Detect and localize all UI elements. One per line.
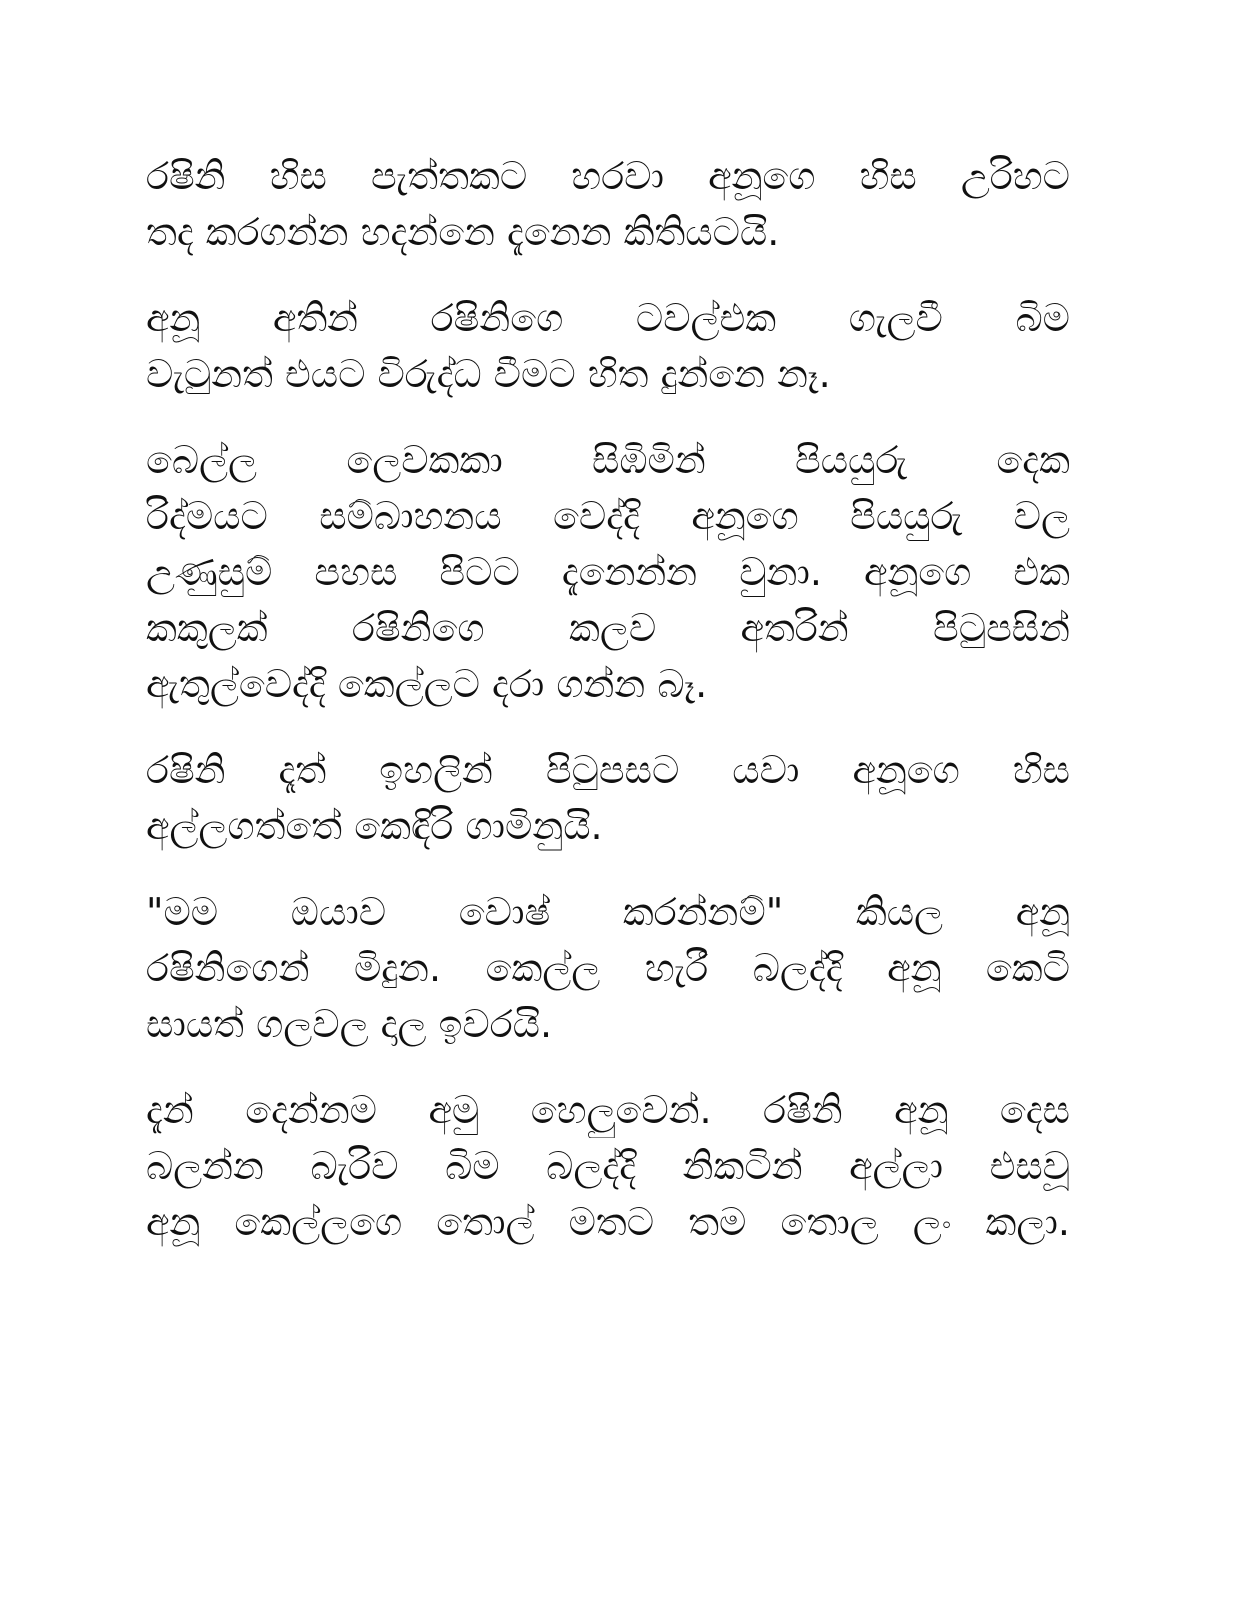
paragraph-3: [146, 432, 1070, 712]
text-line: "මම ඔයාව වොෂ් කරන්නම්" කියල අනූ: [146, 890, 1070, 934]
paragraph-6: [146, 1082, 1070, 1250]
text-line: බෙල්ල ලෙවකකා සිඹිමින් පියයුරු දෙක: [146, 438, 1070, 482]
text-line: බලන්න බැරිව බිම බලද්දි නිකටින් අල්ලා එසවූ: [146, 1144, 1070, 1188]
text-line: රෂිනිගෙන් මිදුන. කෙල්ල හැරී බලද්දි අනූ කෙටි: [146, 946, 1070, 990]
story-text: [146, 148, 1070, 1280]
text-line: වැටුනත් එයට විරුද්ධ වීමට හිත දුන්නෙ නෑ.: [146, 352, 831, 396]
paragraph-2: [146, 290, 1070, 402]
paragraph-1: [146, 148, 1070, 260]
text-line: උණුසුම් පහස පිටට දැනෙන්න වුනා. අනූගෙ එක: [146, 550, 1070, 594]
paragraph-4: [146, 742, 1070, 854]
text-line: අල්ලගත්තේ කෙඳිරි ගාමිනුයි.: [146, 804, 603, 848]
text-line: අනූ අතින් රෂිනිගෙ ටවල්එක ගැලවී බිම: [146, 296, 1070, 340]
text-line: ඇතුල්වෙද්දි කෙල්ලට දරා ගන්න බෑ.: [146, 662, 708, 706]
text-line: රිද්මයට සම්බාහනය වෙද්දි අනූගෙ පියයුරු වල: [146, 494, 1070, 538]
text-line: රෂිනි හිස පැත්තකට හරවා අනූගෙ හිස උරිහට: [146, 154, 1070, 198]
text-line: දැන් දෙන්නම අමු හෙලුවෙන්. රෂිනි අනූ දෙස: [146, 1088, 1070, 1132]
text-line: සායත් ගලවල දාල ඉවරයි.: [146, 1002, 553, 1046]
text-line: රෂිනි දෑත් ඉහලින් පිටුපසට යවා අනූගෙ හිස: [146, 748, 1070, 792]
paragraph-5: [146, 884, 1070, 1052]
text-line: කකුලක් රෂිනිගෙ කලව අතරින් පිටුපසින්: [146, 606, 1070, 650]
text-line: තද කරගන්න හදන්නෙ දැනෙන කිතියටයි.: [146, 210, 780, 254]
text-line: අනූ කෙල්ලගෙ තොල් මතට තම තොල ලං කලා.: [146, 1200, 1070, 1244]
